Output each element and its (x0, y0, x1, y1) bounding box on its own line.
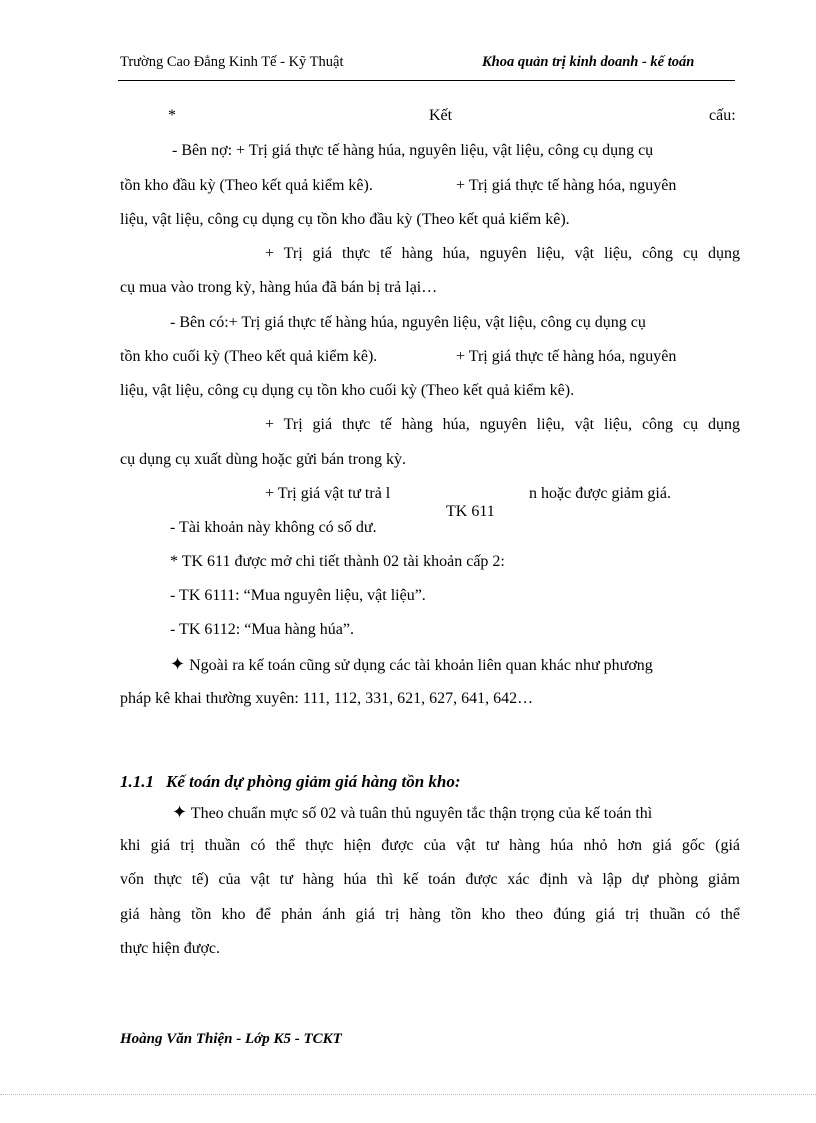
other-accounts-line-2: pháp kê khai thường xuyên: 111, 112, 331, 621, 627, 641, 642… (120, 690, 534, 707)
provision-line-3: vốn thực tế) của vật tư hàng húa thì kế toán được xác định và lập dự phòng giảm (120, 871, 740, 888)
detail-accounts-intro: * TK 611 được mở chi tiết thành 02 tài khoản cấp 2: (170, 553, 505, 570)
credit-line-2a: tồn kho cuối kỳ (Theo kết quả kiểm kê). (120, 348, 378, 365)
provision-text-1: Theo chuẩn mực số 02 và tuân thủ nguyên tắc thận trọng của kế toán thì (187, 805, 653, 822)
debit-line-2b: + Trị giá thực tế hàng hóa, nguyên (456, 177, 677, 194)
tk-6112-item: - TK 6112: “Mua hàng húa”. (170, 621, 354, 638)
page-bottom-divider (0, 1094, 816, 1095)
structure-word-cau: cấu: (709, 107, 736, 124)
tk-6111-item: - TK 6111: “Mua nguyên liệu, vật liệu”. (170, 587, 426, 604)
other-accounts-line-1 (170, 654, 740, 676)
section-title: Kế toán dự phòng giảm giá hàng tồn kho: (166, 772, 461, 791)
structure-word-ket: Kết (429, 107, 453, 124)
other-accounts-text: Ngoài ra kế toán cũng sử dụng các tài khoản liên quan khác như phương (185, 657, 653, 674)
tk-611-label: TK 611 (442, 502, 499, 522)
credit-line-1: - Bên có:+ Trị giá thực tế hàng húa, nguyên liệu, vật liệu, công cụ dụng cụ (170, 314, 646, 331)
section-heading (120, 772, 461, 792)
footer-author: Hoàng Văn Thiện - Lớp K5 - TCKT (120, 1031, 342, 1047)
no-balance-note: - Tài khoản này không có số dư. (170, 519, 377, 536)
four-point-star-icon: ✦ (170, 654, 186, 674)
header-faculty-name: Khoa quản trị kinh doanh - kế toán (482, 54, 695, 70)
debit-line-4: + Trị giá thực tế hàng húa, nguyên liệu, vật liệu, công cụ dụng (265, 245, 740, 262)
credit-line-2b: + Trị giá thực tế hàng hóa, nguyên (456, 348, 677, 365)
credit-line-5: cụ dụng cụ xuất dùng hoặc gửi bán trong kỳ. (120, 451, 406, 468)
header-school-name: Trường Cao Đẳng Kinh Tế - Kỹ Thuật (120, 54, 344, 70)
debit-line-3: liệu, vật liệu, công cụ dụng cụ tồn kho đầu kỳ (Theo kết quả kiểm kê). (120, 211, 570, 228)
debit-line-2a: tồn kho đầu kỳ (Theo kết quả kiểm kê). (120, 177, 373, 194)
credit-line-6b: n hoặc được giảm giá. (529, 485, 671, 502)
provision-line-2: khi giá trị thuần có thể thực hiện được của vật tư hàng húa nhỏ hơn giá gốc (giá (120, 837, 740, 854)
header-divider (118, 80, 735, 81)
structure-bullet: * (168, 107, 176, 124)
debit-line-1: - Bên nợ: + Trị giá thực tế hàng húa, nguyên liệu, vật liệu, công cụ dụng cụ (172, 142, 654, 159)
credit-line-4: + Trị giá thực tế hàng húa, nguyên liệu, vật liệu, công cụ dụng (265, 416, 740, 433)
credit-line-3: liệu, vật liệu, công cụ dụng cụ tồn kho cuối kỳ (Theo kết quả kiểm kê). (120, 382, 575, 399)
four-point-star-icon: ✦ (172, 802, 188, 822)
provision-line-4: giá hàng tồn kho để phản ánh giá trị hàng tồn kho theo đúng giá trị thuần có thể (120, 906, 740, 923)
provision-line-1 (172, 802, 740, 824)
provision-line-5: thực hiện được. (120, 940, 220, 957)
credit-line-6a: + Trị giá vật tư trả l (265, 485, 391, 502)
section-number: 1.1.1 (120, 772, 154, 791)
debit-line-5: cụ mua vào trong kỳ, hàng húa đã bán bị trả lại… (120, 279, 438, 296)
